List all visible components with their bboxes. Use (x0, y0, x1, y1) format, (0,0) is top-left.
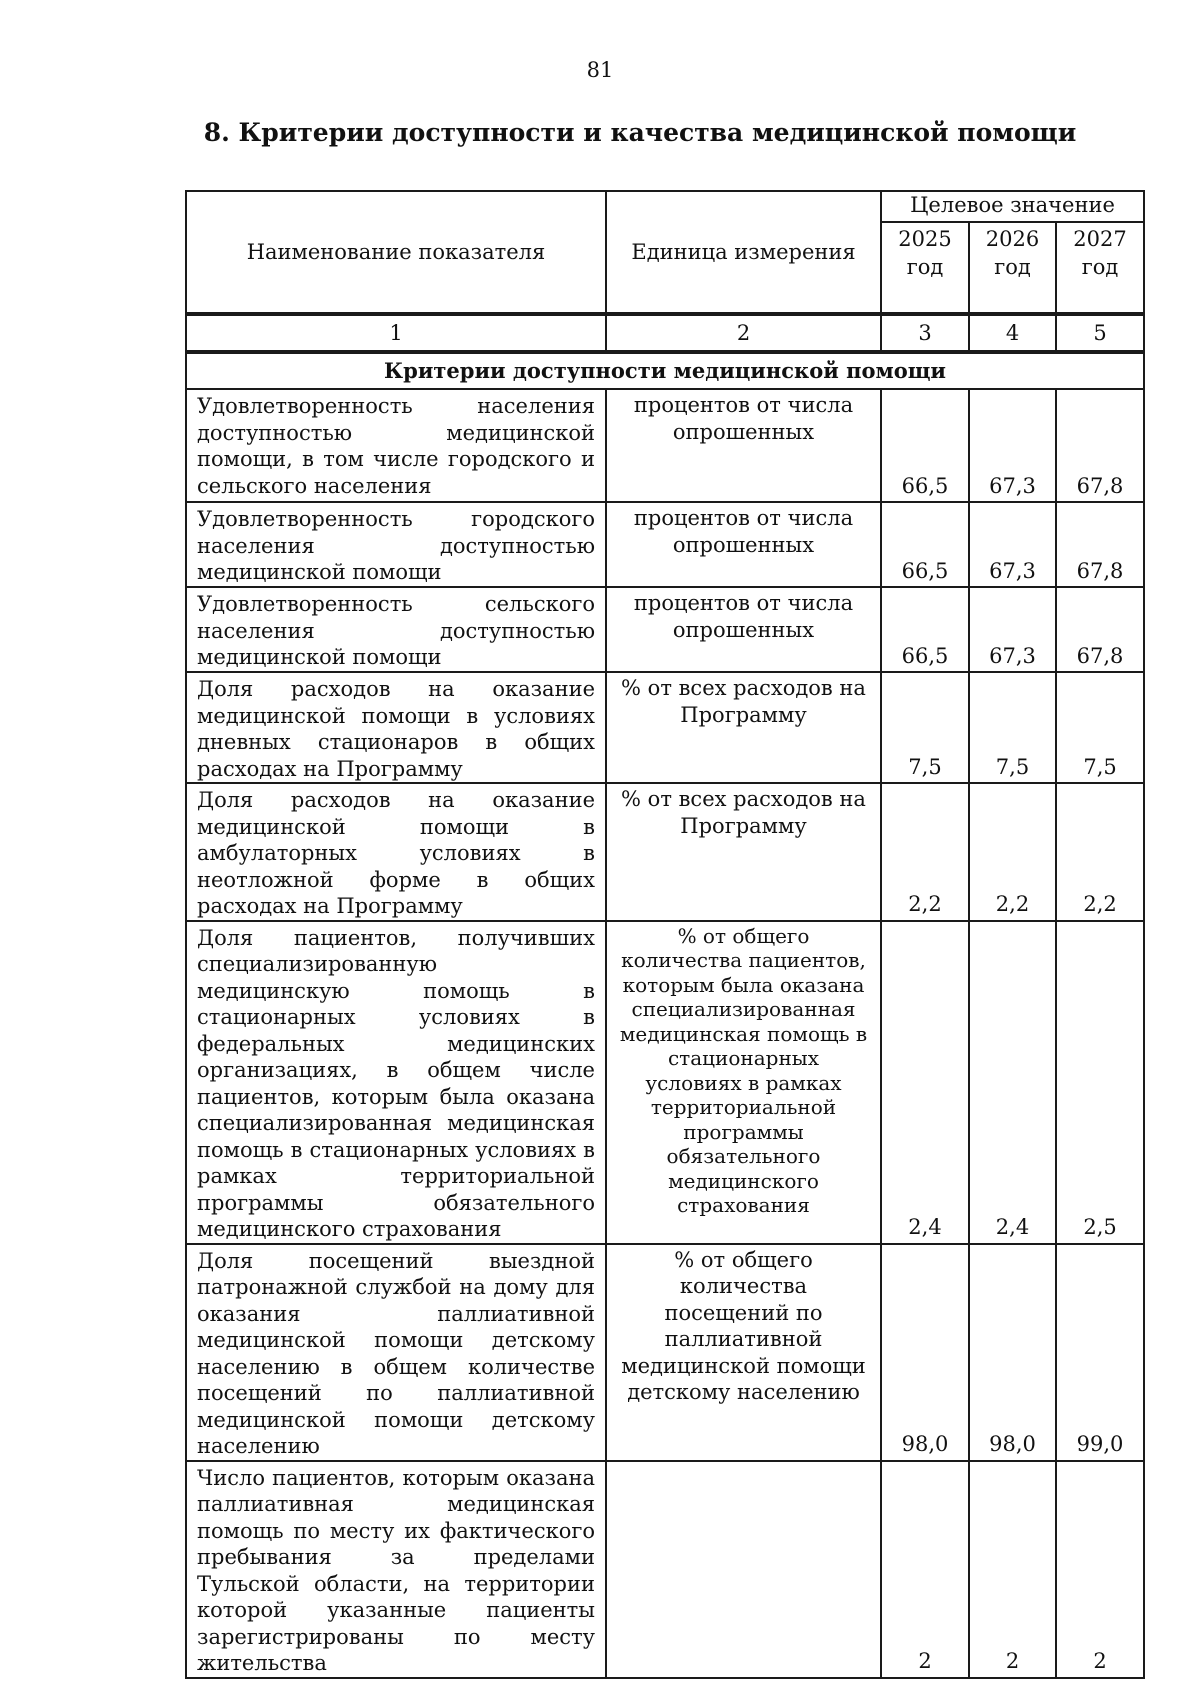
section-subheader: Критерии доступности медицинской помощи (186, 353, 1144, 389)
value-2025: 2,2 (881, 783, 969, 921)
table-header (185, 190, 1145, 314)
value-2027: 67,8 (1056, 502, 1144, 587)
header-year-2027: 2027 год (1056, 222, 1144, 314)
indicator-name: Доля расходов на оказание медицинской помощи в амбулаторных условиях в неотложной форме в общих расходах на Программу (186, 783, 606, 921)
page-number: 81 (586, 58, 614, 82)
table-row (186, 389, 1144, 502)
indicator-unit: % от общего количества пациентов, которым была оказана специализированная медицинская помощь в стационарных условиях в рамках территориальной программы обязательного медицинского страхования (606, 921, 881, 1244)
indicator-unit: % от общего количества посещений по паллиативной медицинской помощи детскому населению (606, 1244, 881, 1461)
column-numbers-row (185, 314, 1145, 352)
value-2026: 2 (969, 1461, 1056, 1678)
value-2027: 7,5 (1056, 672, 1144, 783)
indicator-name: Доля расходов на оказание медицинской помощи в условиях дневных стационаров в общих расходах на Программу (186, 672, 606, 783)
value-2027: 2 (1056, 1461, 1144, 1678)
indicator-unit: % от всех расходов на Программу (606, 672, 881, 783)
table-row (186, 672, 1144, 783)
value-2027: 2,5 (1056, 921, 1144, 1244)
indicator-name: Удовлетворенность населения доступностью медицинской помощи, в том числе городского и сельского населения (186, 389, 606, 502)
column-number-5: 5 (1056, 315, 1144, 351)
table-row (186, 783, 1144, 921)
value-2025: 66,5 (881, 502, 969, 587)
table-row (186, 1461, 1144, 1678)
value-2025: 2 (881, 1461, 969, 1678)
header-year-2026: 2026 год (969, 222, 1056, 314)
indicator-name: Доля пациентов, получивших специализированную медицинскую помощь в стационарных условиях в федеральных медицинских организациях, в общем числе пациентов, которым была оказана специализированная медицинская помощь в стационарных условиях в рамках территориальной программы обязательного медицинского страхования (186, 921, 606, 1244)
value-2027: 67,8 (1056, 587, 1144, 672)
value-2025: 66,5 (881, 389, 969, 502)
table-row (186, 502, 1144, 587)
value-2026: 67,3 (969, 587, 1056, 672)
indicator-name: Удовлетворенность городского населения доступностью медицинской помощи (186, 502, 606, 587)
indicator-name: Удовлетворенность сельского населения доступностью медицинской помощи (186, 587, 606, 672)
column-number-4: 4 (969, 315, 1056, 351)
indicator-unit: процентов от числа опрошенных (606, 502, 881, 587)
value-2025: 66,5 (881, 587, 969, 672)
value-2026: 7,5 (969, 672, 1056, 783)
page-title: 8. Критерии доступности и качества медицинской помощи (203, 118, 1077, 147)
indicator-name: Число пациентов, которым оказана паллиативная медицинская помощь по месту их фактического пребывания за пределами Тульской области, на территории которой указанные пациенты зарегистрированы по месту жительства (186, 1461, 606, 1678)
column-number-2: 2 (606, 315, 881, 351)
table-row (186, 587, 1144, 672)
value-2025: 98,0 (881, 1244, 969, 1461)
value-2027: 2,2 (1056, 783, 1144, 921)
indicator-unit: процентов от числа опрошенных (606, 587, 881, 672)
table-row (186, 921, 1144, 1244)
indicator-unit: процентов от числа опрошенных (606, 389, 881, 502)
table-row (186, 1244, 1144, 1461)
value-2026: 2,4 (969, 921, 1056, 1244)
header-target-value: Целевое значение (881, 191, 1144, 222)
indicator-unit (606, 1461, 881, 1678)
indicator-name: Доля посещений выездной патронажной службой на дому для оказания паллиативной медицинской помощи детскому населению в общем количестве посещений по паллиативной медицинской помощи детскому населению (186, 1244, 606, 1461)
value-2027: 99,0 (1056, 1244, 1144, 1461)
value-2026: 98,0 (969, 1244, 1056, 1461)
column-number-1: 1 (186, 315, 606, 351)
value-2025: 2,4 (881, 921, 969, 1244)
header-unit-column: Единица измерения (606, 191, 881, 313)
header-name-column: Наименование показателя (186, 191, 606, 313)
value-2026: 67,3 (969, 502, 1056, 587)
value-2025: 7,5 (881, 672, 969, 783)
column-number-3: 3 (881, 315, 969, 351)
value-2026: 67,3 (969, 389, 1056, 502)
value-2026: 2,2 (969, 783, 1056, 921)
value-2027: 67,8 (1056, 389, 1144, 502)
header-year-2025: 2025 год (881, 222, 969, 314)
criteria-table (185, 352, 1145, 1679)
indicator-unit: % от всех расходов на Программу (606, 783, 881, 921)
